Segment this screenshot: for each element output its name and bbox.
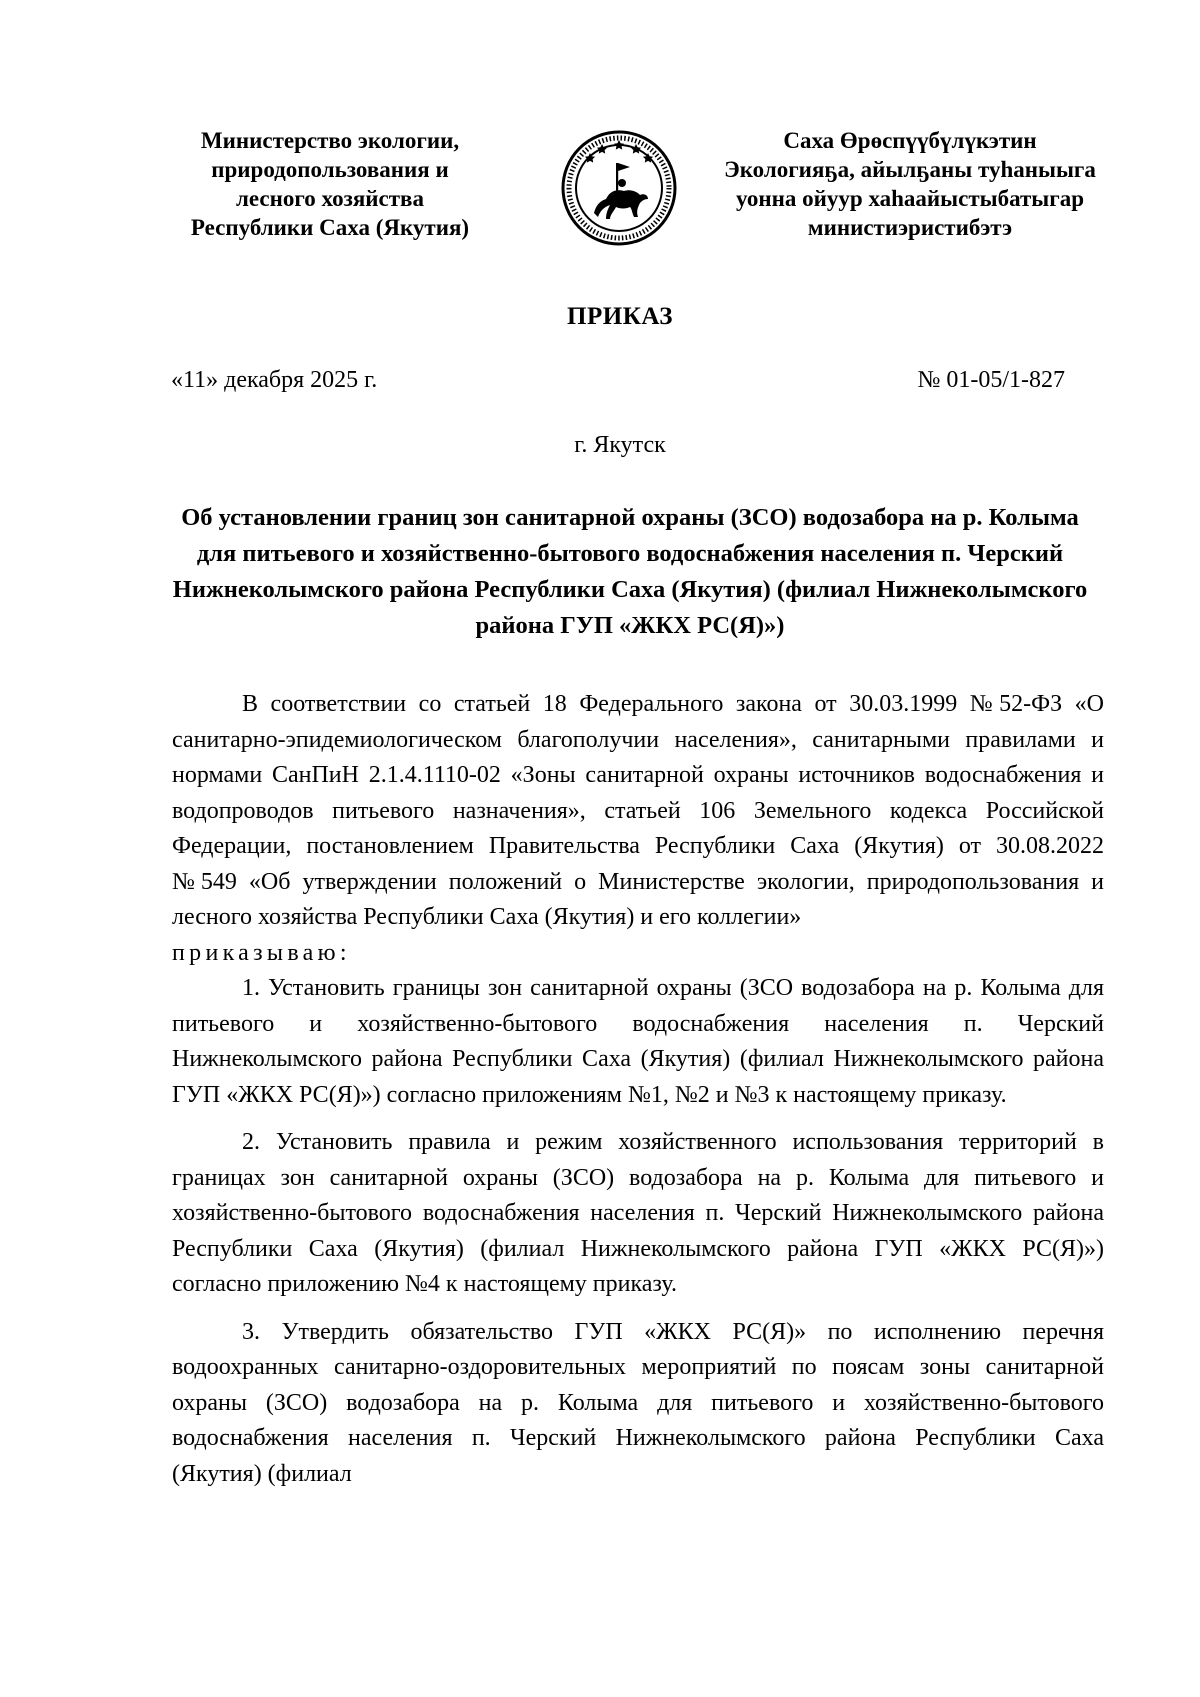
ministry-name-line: уонна ойуур хаһаайыстыбатыгар <box>735 186 1085 211</box>
ministry-name-sakha <box>690 126 1130 242</box>
ministry-name-line: министиэристибэтэ <box>807 215 1013 240</box>
document-city: г. Якутск <box>574 432 666 458</box>
ministry-name-line: природопользования и <box>211 157 449 182</box>
document-body <box>172 687 1104 1492</box>
coat-of-arms-icon <box>560 129 678 247</box>
ministry-name-line: Республики Саха (Якутия) <box>190 215 470 240</box>
document-title: ПРИКАЗ <box>567 303 673 330</box>
document-date: «11» декабря 2025 г. <box>171 367 378 393</box>
ministry-name-line: Экологияҕа, айылҕаны туһаныыга <box>724 157 1096 182</box>
preamble-paragraph: В соответствии со статьей 18 Федерального закона от 30.03.1999 №52-ФЗ «О санитарно-эпидемиологическом благополучии населения», санитарными правилами и нормами СанПиН 2.1.4.1110-02 «Зоны санитарной охраны источников водоснабжения и водопроводов питьевого назначения», статьей 106 Земельного кодекса Российской Федерации, постановлением Правительства Республики Саха (Якутия) от 30.08.2022 №549 «Об утверждении положений о Министерстве экологии, природопользования и лесного хозяйства Республики Саха (Якутия) и его коллегии» <box>172 691 1104 930</box>
orders-word: приказываю: <box>172 939 351 966</box>
document-number: № 01-05/1-827 <box>917 367 1065 393</box>
order-item-2: 2. Установить правила и режим хозяйственного использования территорий в границах зон санитарной охраны (ЗСО) водозабора на р. Колыма для питьевого и хозяйственно-бытового водоснабжения населения п. Черский Нижнеколымского района Республики Саха (Якутия) (филиал Нижнеколымского района ГУП «ЖКХ РС(Я)») согласно приложению №4 к настоящему приказу. <box>172 1129 1104 1297</box>
ministry-name-line: Саха Өрөспүүбүлүкэтин <box>783 128 1037 153</box>
ministry-name-line: лесного хозяйства <box>236 186 424 211</box>
ministry-name-line: Министерство экологии, <box>200 128 460 153</box>
ministry-name-russian <box>150 126 510 242</box>
order-item-3: 3. Утвердить обязательство ГУП «ЖКХ РС(Я)» по исполнению перечня водоохранных санитарно-оздоровительных мероприятий по поясам зоны санитарной охраны (ЗСО) водозабора на р. Колыма для питьевого и хозяйственно-бытового водоснабжения населения п. Черский Нижнеколымского района Республики Саха (Якутия) (филиал <box>172 1318 1104 1487</box>
order-item-1: 1. Установить границы зон санитарной охраны (ЗСО водозабора на р. Колыма для питьевого и хозяйственно-бытового водоснабжения населения п. Черский Нижнеколымского района Республики Саха (Якутия) (филиал Нижнеколымского района ГУП «ЖКХ РС(Я)») согласно приложениям №1, №2 и №3 к настоящему приказу. <box>172 975 1104 1108</box>
document-subject: Об установлении границ зон санитарной охраны (ЗСО) водозабора на р. Колыма для питьевого и хозяйственно-бытового водоснабжения населения п. Черский Нижнеколымского района Республики Саха (Якутия) (филиал Нижнеколымского района ГУП «ЖКХ РС(Я)») <box>172 504 1088 639</box>
